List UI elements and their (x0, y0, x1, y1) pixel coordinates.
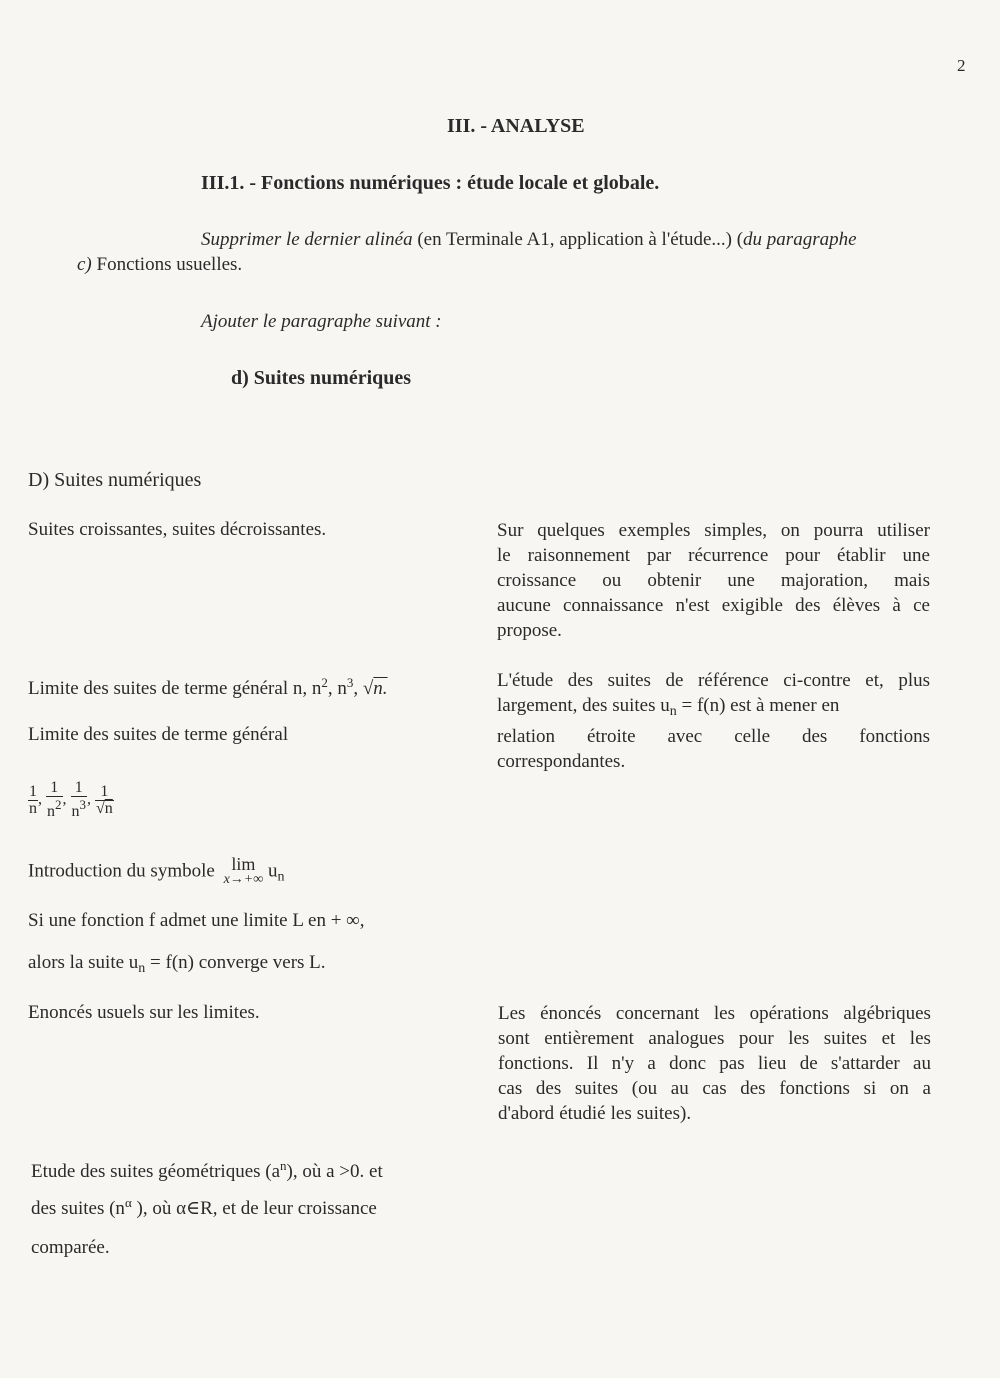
note-word: on (780, 520, 800, 541)
note-word: récurrence (688, 545, 769, 566)
note-word: lieu (757, 1053, 787, 1074)
note-word: si (863, 1078, 877, 1099)
etude-2-prefix: des suites (n (31, 1198, 125, 1219)
limite-terme-general-2: Limite des suites de terme général (28, 724, 289, 745)
subsection-title: III.1. - Fonctions numériques : étude locale et globale. (201, 172, 660, 194)
note-word: s'attarder (830, 1053, 900, 1074)
note-word: au (670, 1078, 689, 1099)
note-word: plus (898, 670, 930, 691)
limite-terme-general-1 (28, 675, 388, 700)
note-text: largement, des suites u (497, 695, 670, 716)
note-word: sont (498, 1028, 530, 1049)
note-word: ce (913, 595, 930, 616)
note-word: celle (734, 726, 771, 747)
right-note-enonces (498, 1001, 931, 1126)
frac-num: 1 (29, 782, 37, 800)
note-word: fonctions (779, 1078, 850, 1099)
note-word: énoncés (540, 1003, 602, 1024)
paragraph-heading: d) Suites numériques (231, 367, 412, 389)
note-line (498, 1076, 931, 1101)
right-note-recurrence (497, 518, 930, 643)
note-line (498, 1101, 931, 1126)
etude-2-suffix: ), où α∈R, et de leur croissance (131, 1198, 377, 1219)
sqrt-arg: n. (373, 678, 388, 699)
u-letter: u (267, 860, 278, 882)
etude-suites-line-1 (31, 1158, 383, 1183)
note-word: algébriques (843, 1003, 931, 1024)
note-word: et, (865, 670, 884, 691)
n-subscript: n (669, 704, 677, 719)
note-word: Les (498, 1003, 526, 1024)
fraction-1-over-n3 (71, 780, 88, 820)
limite-1-sep: , n (327, 678, 347, 699)
instruction-line-2 (77, 254, 242, 276)
note-word: d'abord (498, 1103, 555, 1124)
frac-den: n (47, 803, 55, 820)
note-word: ou (602, 570, 622, 591)
note-line (498, 1001, 931, 1026)
note-word: mais (894, 570, 930, 591)
introduction-symbole (28, 856, 284, 888)
frac-exp: 3 (79, 797, 86, 812)
note-word: majoration, (780, 570, 868, 591)
n-subscript: n (277, 869, 285, 885)
note-word: de (799, 1053, 818, 1074)
sqrt-symbol: √ (96, 799, 105, 817)
limite-1-sep2: , (353, 678, 363, 699)
page-number: 2 (957, 56, 966, 75)
fractions-row: $\frac{1}{n}$ , $\frac{1}{n^2}$ , $\frac{1}{n^3}$ , $\frac{1}{√n}$ (29, 779, 113, 820)
note-line (497, 724, 930, 749)
note-word: des (801, 726, 828, 747)
note-line (497, 543, 930, 568)
section-title: III. - ANALYSE (447, 115, 585, 137)
si-fonction-limite: Si une fonction f admet une limite L en + ∞, (28, 910, 365, 931)
exp-n: n (280, 1158, 287, 1173)
note-word: des (567, 670, 594, 691)
fraction-1-over-n (28, 784, 38, 817)
note-word: suites (607, 670, 651, 691)
note-word: concernant (615, 1003, 700, 1024)
note-word: quelques (537, 520, 605, 541)
note-word: aucune (497, 595, 551, 616)
right-note-suites-reference (497, 668, 930, 774)
note-word: opérations (749, 1003, 829, 1024)
note-word: ci-contre (783, 670, 851, 691)
lim-text: lim (231, 854, 256, 874)
note-word: des (795, 595, 821, 616)
frac-num: 1 (46, 780, 63, 797)
intro-text: Introduction du symbole (28, 860, 215, 882)
note-word: avec (667, 726, 703, 747)
suites-croissantes: Suites croissantes, suites décroissantes. (28, 519, 327, 540)
note-word: cas (498, 1078, 523, 1099)
instruction-c-label: c) (77, 254, 92, 275)
exp-alpha: α (124, 1195, 132, 1210)
note-word: obtenir (647, 570, 702, 591)
note-word: les (610, 1103, 632, 1124)
note-line (497, 693, 930, 724)
note-word: suites (823, 1028, 868, 1049)
alors-prefix: alors la suite u (28, 952, 139, 973)
alors-suffix: = f(n) converge vers L. (145, 952, 326, 973)
note-line (498, 1051, 931, 1076)
sqrt-symbol: √ (362, 678, 374, 699)
note-word: exigible (721, 595, 783, 616)
note-word: a (647, 1053, 656, 1074)
note-word: fonctions (859, 726, 930, 747)
note-word: Sur (497, 520, 524, 541)
note-word: étroite (586, 726, 636, 747)
note-word: pourra (813, 520, 864, 541)
fraction-1-over-sqrt-n (95, 784, 114, 817)
note-word: de (665, 670, 684, 691)
fraction-1-over-n2 (46, 780, 63, 820)
note-word: des (535, 1078, 562, 1099)
note-word: au (913, 1053, 931, 1074)
note-word: suites). (636, 1103, 692, 1124)
etude-suites-line-3: comparée. (31, 1237, 110, 1258)
note-text: correspondantes. (497, 751, 626, 772)
limit-symbol (224, 856, 264, 888)
instruction-italic-end: du paragraphe (743, 229, 857, 250)
exp-2: 2 (321, 675, 328, 690)
note-word: pour (738, 1028, 774, 1049)
frac-den: n (71, 803, 80, 820)
note-word: les (909, 1028, 931, 1049)
note-word: (ou (631, 1078, 658, 1099)
note-word: fonctions. (498, 1053, 574, 1074)
note-word: suites (574, 1078, 619, 1099)
note-word: des (740, 1078, 766, 1099)
note-line (497, 568, 930, 593)
etude-1-prefix: Etude des suites géométriques (a (31, 1161, 281, 1182)
note-word: propose. (497, 620, 562, 641)
note-line (497, 749, 930, 774)
note-word: élèves (832, 595, 881, 616)
note-word: à (892, 595, 901, 616)
block-heading (28, 469, 201, 492)
note-word: L'étude (497, 670, 554, 691)
note-line (497, 518, 930, 543)
note-word: les (788, 1028, 810, 1049)
note-word: connaissance (563, 595, 664, 616)
note-line (498, 1026, 931, 1051)
note-word: entièrement (544, 1028, 634, 1049)
note-word: analogues (648, 1028, 725, 1049)
enonces-usuels: Enoncés usuels sur les limites. (28, 1002, 260, 1023)
note-word: n'est (675, 595, 710, 616)
note-word: établir (837, 545, 886, 566)
etude-1-suffix: ), où a >0. et (286, 1161, 383, 1182)
note-word: pour (785, 545, 821, 566)
note-word: n'y (611, 1053, 635, 1074)
note-word: le (497, 545, 511, 566)
note-word: référence (697, 670, 769, 691)
frac-exp: 2 (55, 797, 62, 812)
note-word: par (646, 545, 672, 566)
instruction-add-paragraph: Ajouter le paragraphe suivant : (201, 311, 442, 332)
note-word: cas (702, 1078, 727, 1099)
note-word: une (727, 570, 755, 591)
note-word: exemples (618, 520, 691, 541)
block-heading-text: D) Suites numériques (28, 469, 202, 491)
note-line (497, 668, 930, 693)
frac-num: 1 (95, 784, 114, 801)
lim-subscript: x→+∞ (223, 872, 264, 887)
note-word: on (889, 1078, 909, 1099)
note-word: et (881, 1028, 896, 1049)
alors-suite-converge (28, 952, 326, 977)
frac-den: n (104, 799, 113, 817)
frac-num: 1 (71, 780, 88, 797)
note-word: étudié (559, 1103, 606, 1124)
note-word: a (922, 1078, 931, 1099)
instruction-mid: (en Terminale A1, application à l'étude...) ( (412, 229, 744, 250)
note-word: simples, (704, 520, 768, 541)
note-line (497, 593, 930, 618)
note-word: une (902, 545, 930, 566)
note-text: = f(n) est à mener en (676, 695, 840, 716)
note-word: utiliser (877, 520, 930, 541)
note-word: les (713, 1003, 735, 1024)
instruction-line-1 (201, 229, 967, 251)
etude-suites-line-2 (31, 1195, 377, 1220)
note-word: pas (719, 1053, 745, 1074)
note-word: Il (586, 1053, 599, 1074)
note-word: croissance (497, 570, 577, 591)
n-subscript: n (138, 961, 146, 976)
note-word: raisonnement (527, 545, 631, 566)
note-word: relation (497, 726, 556, 747)
note-word: donc (669, 1053, 707, 1074)
limite-1-prefix: Limite des suites de terme général n, n (28, 678, 322, 699)
instruction-italic-start: Supprimer le dernier alinéa (201, 229, 413, 250)
note-line (497, 618, 930, 643)
instruction-fonctions-usuelles: Fonctions usuelles. (91, 254, 243, 275)
frac-den: n (29, 799, 37, 817)
exp-3: 3 (346, 675, 354, 690)
